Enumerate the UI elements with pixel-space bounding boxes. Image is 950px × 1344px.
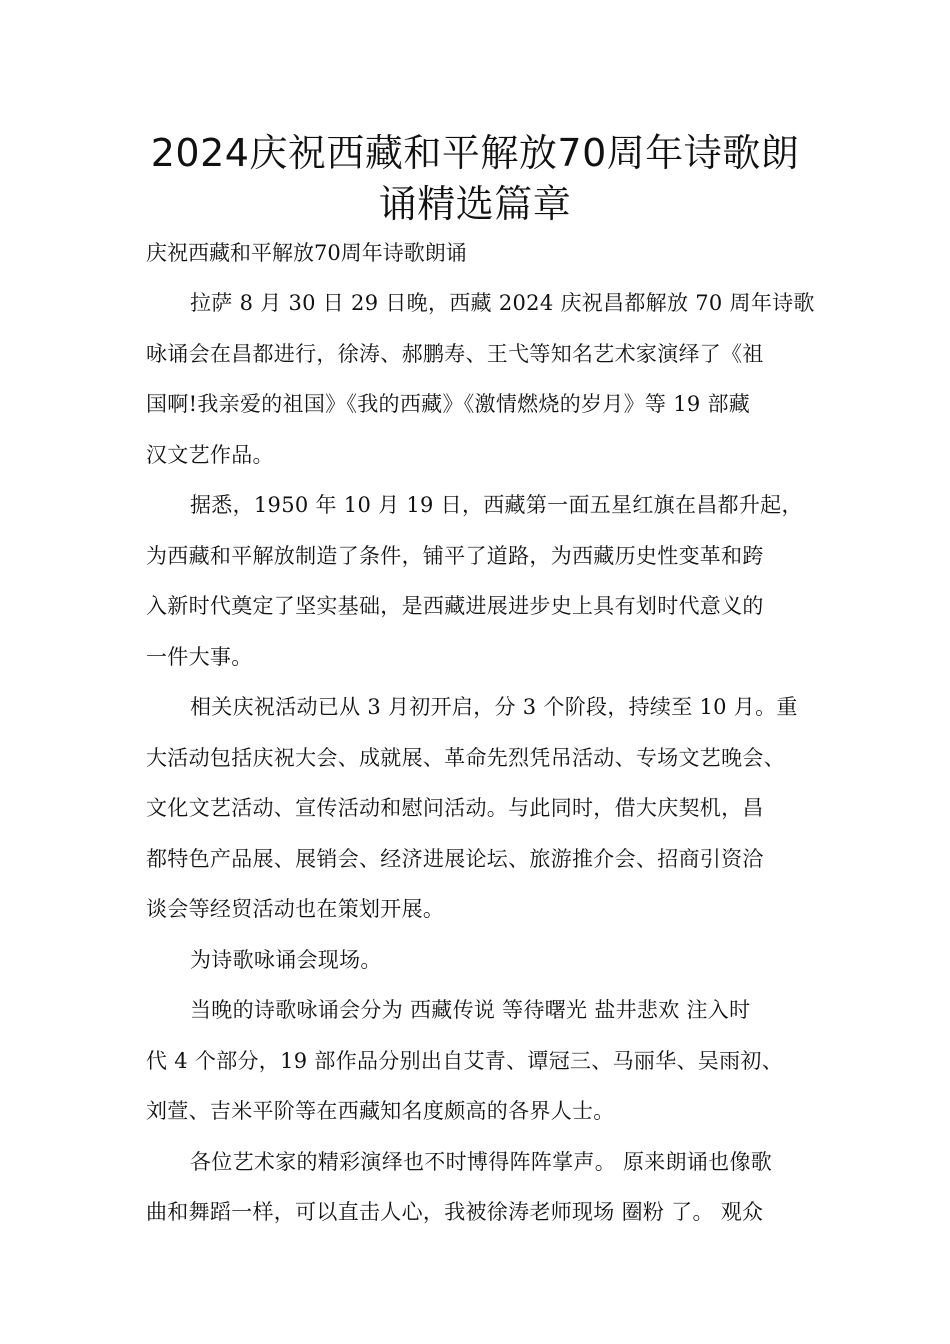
text-line: 据悉，1950 年 10 月 19 日，西藏第一面五星红旗在昌都升起， — [190, 493, 803, 517]
text-line: 曲和舞蹈一样，可以直击人心，我被徐涛老师现场 圈粉 了。 观众 — [146, 1200, 764, 1224]
text-line: 大活动包括庆祝大会、成就展、革命先烈凭吊活动、专场文艺晚会、 — [146, 745, 785, 770]
paragraph — [146, 278, 836, 480]
text-line: 刘萱、吉米平阶等在西藏知名度颇高的各界人士。 — [146, 1099, 615, 1123]
text-line: 都特色产品展、展销会、经济进展论坛、旅游推介会、招商引资洽 — [146, 846, 764, 871]
text-line: 入新时代奠定了坚实基础，是西藏进展进步史上具有划时代意义的 — [146, 594, 764, 618]
text-line: 一件大事。 — [146, 644, 253, 669]
paragraph — [146, 682, 836, 935]
text-line: 国啊!我亲爱的祖国》《我的西藏》《激情燃烧的岁月》等 19 部藏 — [146, 392, 751, 416]
document-body — [146, 228, 836, 1238]
text-line: 为诗歌咏诵会现场。 — [190, 947, 382, 972]
text-line: 谈会等经贸活动也在策划开展。 — [146, 897, 445, 921]
paragraph — [146, 985, 836, 1137]
text-line: 咏诵会在昌都进行，徐涛、郝鹏寿、王弋等知名艺术家演绎了《祖 — [146, 341, 764, 366]
title-line: 诵精选篇章 — [378, 182, 572, 226]
title-line: 2024庆祝西藏和平解放70周年诗歌朗 — [150, 131, 800, 175]
paragraph — [146, 1137, 836, 1238]
text-line: 文化文艺活动、宣传活动和慰问活动。与此同时，借大庆契机，昌 — [146, 796, 764, 820]
lead-line: 庆祝西藏和平解放70周年诗歌朗诵 — [146, 241, 467, 265]
text-line: 代 4 个部分，19 部作品分别出自艾青、谭冠三、马丽华、吴雨初、 — [146, 1048, 784, 1073]
text-line: 各位艺术家的精彩演绎也不时博得阵阵掌声。 原来朗诵也像歌 — [190, 1149, 773, 1174]
document-title — [120, 128, 830, 230]
paragraph — [146, 935, 836, 986]
text-line: 当晚的诗歌咏诵会分为 西藏传说 等待曙光 盐井悲欢 注入时 — [190, 998, 751, 1022]
text-line: 相关庆祝活动已从 3 月初开启，分 3 个阶段，持续至 10 月。重 — [190, 695, 798, 719]
text-line: 汉文艺作品。 — [146, 442, 274, 467]
text-line: 为西藏和平解放制造了条件，铺平了道路，为西藏历史性变革和跨 — [146, 543, 764, 568]
text-line: 拉萨 8 月 30 日 29 日晚，西藏 2024 庆祝昌都解放 70 周年诗歌 — [190, 291, 815, 315]
paragraph — [146, 480, 836, 682]
